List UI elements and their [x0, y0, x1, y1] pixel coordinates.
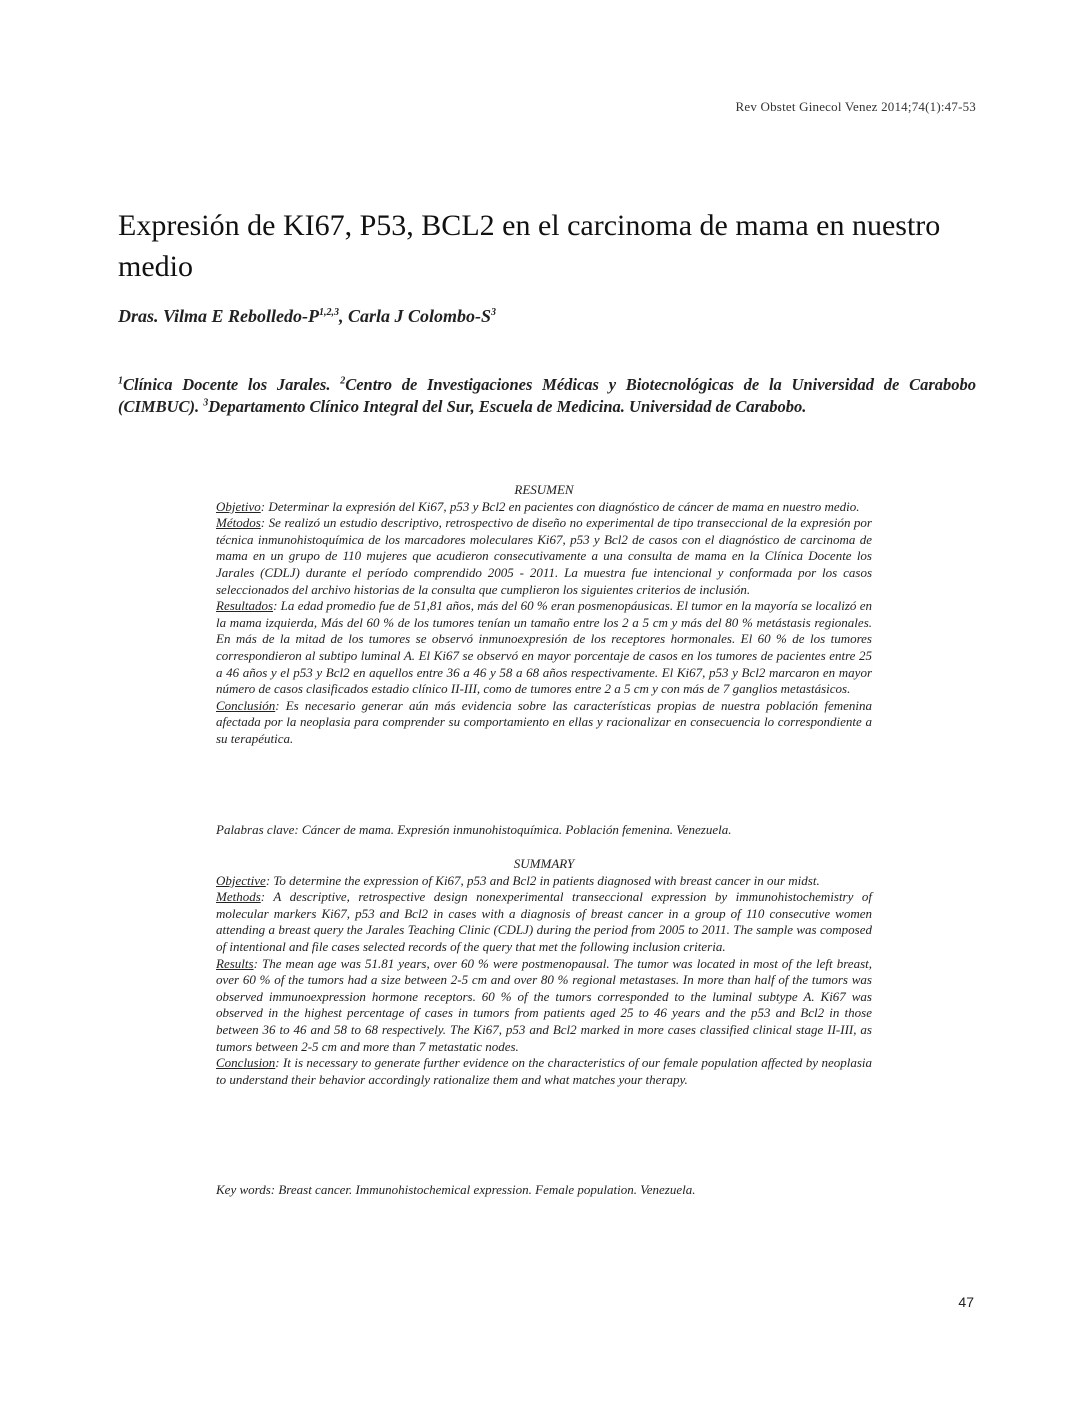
palabras-clave — [216, 822, 872, 839]
conclusion-en-label: Conclusion — [216, 1055, 276, 1071]
key-words-text: Key words: Breast cancer. Immunohistochemical expression. Female population. Venezuela. — [216, 1182, 696, 1197]
conclusion-label: Conclusión — [216, 697, 276, 713]
methods-text: : A descriptive, retrospective design nonexperimental transeccional expression by immunohistochemistry of molecular markers Ki67, p53 and Bcl2 in cases with a diagnosis of breast cancer in a group of 110 consecutive women attending a breast query the Jarales Teaching Clinic (CDLJ) during the period from 2005 to 2011. The sample was composed of intentional and file cases selected records of the query that met the following inclusion criteria. — [216, 889, 872, 954]
affiliations — [118, 374, 976, 418]
author-1: Vilma E Rebolledo-P — [163, 306, 320, 326]
author-line — [118, 306, 496, 327]
resumen-metodos — [216, 515, 872, 598]
resultados-text: : La edad promedio fue de 51,81 años, más del 60 % eran posmenopáusicas. El tumor en la mayoría se localizó en la mama izquierda, Más del 60 % de los tumores tenían un tamaño entre los 2 a 5 cm y más del 80 % metástasis regionales. En más de la mitad de los tumores se observó inmunoexpresión de los receptores hormonales. El 60 % de los tumores correspondieron al subtipo luminal A. El Ki67 se observó en mayor porcentaje de casos en los tumores de pacientes entre 25 a 46 años y el p53 y Bcl2 en aquellos entre 36 a 46 y 58 a 68 años respectivamente. El Ki67, p53 y Bcl2 marcaron en mayor número de casos clasificados estadio clínico II-III, como de tumores entre 2 a 5 cm y con más de 7 ganglios metastásicos. — [216, 598, 872, 697]
affil-3: Departamento Clínico Integral del Sur, Escuela de Medicina. Universidad de Carabobo. — [208, 397, 807, 416]
resumen-conclusion — [216, 698, 872, 748]
resumen-objetivo — [216, 499, 872, 516]
author-1-affil-sup: 1,2,3 — [319, 307, 340, 318]
conclusion-text: : Es necesario generar aún más evidencia sobre las características propias de nuestra población femenina afectada por la neoplasia para comprender su comportamiento en ellas y racionalizar en consecuencia lo correspondiente a su terapéutica. — [216, 697, 872, 746]
affil-1: Clínica Docente los Jarales. — [123, 375, 331, 394]
objective-label: Objective — [216, 872, 266, 888]
palabras-clave-text: Palabras clave: Cáncer de mama. Expresión inmunohistoquímica. Población femenina. Venezuela. — [216, 822, 732, 837]
page-number: 47 — [958, 1294, 974, 1310]
resumen-section — [216, 482, 872, 748]
key-words — [216, 1182, 872, 1199]
author-2-affil-sup: 3 — [491, 307, 497, 318]
objetivo-label: Objetivo — [216, 498, 261, 514]
affil-2-sup: 2 — [340, 375, 346, 387]
metodos-text: : Se realizó un estudio descriptivo, retrospectivo de diseño no experimental de tipo transeccional de la expresión por técnica inmunohistoquímica de los marcadores moleculares Ki67, p53 y Bcl2 de casos con el diagnóstico de carcinoma de mama en un grupo de 110 mujeres que acudieron consecutivamente a una consulta de mama en la Clínica Docente los Jarales (CDLJ) durante el período comprendido 2005 - 2011. La muestra fue intencional y conformada por los casos seleccionados del archivo historias de la consulta que cumplieron los siguientes criterios de inclusión. — [216, 515, 872, 597]
summary-conclusion — [216, 1055, 872, 1088]
summary-heading: SUMMARY — [513, 856, 575, 871]
author-prefix: Dras. — [118, 306, 159, 326]
journal-reference: Rev Obstet Ginecol Venez 2014;74(1):47-53 — [735, 99, 976, 114]
summary-section — [216, 856, 872, 1088]
author-2: Carla J Colombo-S — [348, 306, 492, 326]
metodos-label: Métodos — [216, 515, 261, 531]
objetivo-text: : Determinar la expresión del Ki67, p53 y Bcl2 en pacientes con diagnóstico de cáncer de mama en nuestro medio. — [260, 498, 860, 514]
summary-methods — [216, 889, 872, 955]
methods-label: Methods — [216, 889, 261, 905]
article-title: Expresión de KI67, P53, BCL2 en el carcinoma de mama en nuestro medio — [118, 209, 941, 283]
resultados-label: Resultados — [216, 598, 274, 614]
affil-3-sup: 3 — [203, 397, 209, 409]
affil-2: Centro de Investigaciones Médicas y Biotecnológicas de la Universidad de Carabobo (CIMBUC). — [118, 375, 976, 416]
summary-objective — [216, 873, 872, 890]
objective-text: : To determine the expression of Ki67, p53 and Bcl2 in patients diagnosed with breast cancer in our midst. — [265, 872, 820, 888]
author-separator: , — [339, 306, 344, 326]
results-text: : The mean age was 51.81 years, over 60 % were postmenopausal. The tumor was located in most of the left breast, over 60 % of the tumors had a size between 2-5 cm and over 80 % regional metastases. In more than half of the tumors was observed immunoexpression hormone receptors. 60 % of the tumors corresponded to the luminal subtype A. Ki67 was observed in the highest percentage of cases in tumors from patients aged 25 to 46 years and the p53 and Bcl2 in those between 36 to 46 and 58 to 68 respectively. The Ki67, p53 and Bcl2 marked in more cases classified clinical stage II-III, as tumors between 2-5 cm and more than 7 metastatic nodes. — [216, 955, 872, 1054]
conclusion-en-text: : It is necessary to generate further evidence on the characteristics of our female population affected by neoplasia to understand their behavior accordingly rationalize them and what matches your therapy. — [216, 1055, 872, 1087]
affil-1-sup: 1 — [118, 375, 123, 387]
summary-results — [216, 956, 872, 1056]
resumen-resultados — [216, 598, 872, 698]
results-label: Results — [216, 955, 254, 971]
resumen-heading: RESUMEN — [514, 482, 574, 497]
